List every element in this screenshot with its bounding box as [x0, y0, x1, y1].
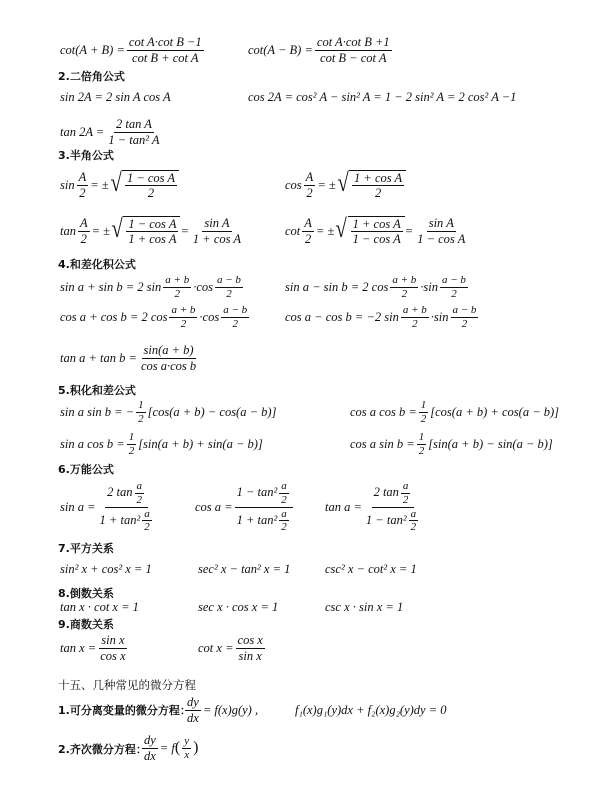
formula-cos-half — [285, 162, 406, 208]
radical-icon: √ — [337, 167, 349, 197]
p-sincos-one: 1 — [128, 430, 135, 443]
de2-eq: = f — [159, 740, 175, 755]
tan-half-angle — [78, 216, 90, 246]
formula-sin2a: sin 2A = 2 sin A cos A — [60, 89, 171, 104]
u-tan-den-two: 2 — [410, 521, 417, 534]
tan2a-fraction — [106, 117, 161, 147]
cot-half-sqrt — [334, 213, 404, 247]
right-paren-icon: ) — [193, 739, 199, 756]
tan-half-eq: = ± — [91, 223, 111, 238]
formula-p-cossin — [350, 424, 553, 464]
chapter-heading-differential-equations: 十五、几种常见的微分方程 — [58, 678, 196, 692]
formula-de1-alt: f₁(x)g₁(y)dx + f₂(x)g₂(y)dy = 0 — [295, 702, 447, 717]
p-coscos-lhs: cos a cos b = — [350, 404, 417, 419]
heading-separable: 1.可分离变量的微分方程： — [58, 704, 191, 717]
formula-p-sincos — [60, 424, 263, 464]
cot-sum-denominator: cot B + cot A — [132, 50, 199, 65]
heading-half-angle: 3.半角公式 — [58, 149, 114, 162]
cot-half-num2: sin A — [428, 216, 454, 231]
heading-product-to-sum: 5.积化和差公式 — [58, 384, 136, 397]
p-cossin-one: 1 — [418, 430, 425, 443]
p-coscos-half — [419, 399, 429, 425]
cot-diff-denominator: cot B − cot A — [320, 50, 387, 65]
tan-half-lhs: tan — [60, 223, 76, 238]
p-cossin-two: 2 — [418, 444, 425, 457]
de2-inner-num: y — [184, 734, 190, 747]
formula-row-separable — [0, 690, 600, 730]
de2-num: dy — [144, 733, 156, 748]
formula-sq3: csc² x − cot² x = 1 — [325, 561, 417, 576]
formula-de2 — [140, 728, 198, 768]
p-coscos-two: 2 — [420, 412, 427, 425]
sin-half-sqrt — [109, 167, 179, 201]
formula-row-universal — [0, 478, 600, 536]
sin-half-angle-num: A — [78, 170, 87, 185]
sum-cos-frac1 — [169, 304, 197, 330]
formula-row-sum-to-product-2 — [0, 297, 600, 337]
cot-diff-numerator: cot A·cot B +1 — [316, 35, 390, 50]
tan-half-angle-den: 2 — [80, 231, 87, 246]
heading-square-relations: 7.平方关系 — [58, 542, 114, 555]
radical-icon: √ — [111, 213, 123, 243]
cos-half-num: 1 + cos A — [354, 170, 403, 185]
cos-half-den: 2 — [374, 186, 382, 200]
formula-row-homogeneous — [0, 728, 600, 768]
cot-half-num: 1 + cos A — [352, 216, 401, 231]
diff-cos-f2-den: 2 — [461, 317, 468, 330]
sum-cos-mid: ·cos — [199, 309, 220, 324]
u-cos-num-pre: 1 − tan² — [236, 485, 278, 500]
formula-row-reciprocal — [0, 596, 600, 618]
formula-u-tan — [325, 478, 424, 536]
sum-tan-den: cos a·cos b — [140, 358, 197, 373]
de1-num: dy — [187, 695, 199, 710]
heading-reciprocal-relations: 8.倒数关系 — [58, 587, 114, 600]
formula-row-quotient — [0, 628, 600, 668]
p-coscos-one: 1 — [420, 398, 427, 411]
heading-sum-to-product: 4.和差化积公式 — [58, 258, 136, 271]
de2-inner-fraction — [182, 735, 191, 761]
p-sincos-body: [sin(a + b) + sin(a − b)] — [138, 436, 263, 451]
de1-rhs: = f(x)g(y) , — [202, 702, 259, 717]
formula-cot-half — [285, 208, 469, 254]
formula-diff-cos — [285, 297, 480, 337]
diff-sin-f2-num: a − b — [442, 273, 466, 286]
sin-half-lhs: sin — [60, 177, 75, 192]
diff-sin-f1-num: a + b — [392, 273, 417, 286]
cos-half-angle-num: A — [305, 170, 314, 185]
formula-row-half-tan-cot — [0, 208, 600, 254]
p-sinsin-body: [cos(a + b) − cos(a − b)] — [147, 404, 277, 419]
heading-homogeneous: 2.齐次微分方程： — [58, 743, 147, 756]
tan-half-num2: sin A — [204, 216, 230, 231]
u-cos-num-two: 2 — [281, 493, 287, 506]
cot-half-angle-den: 2 — [304, 231, 312, 246]
u-sin-den-a: a — [144, 507, 150, 520]
sum-tan-num: sin(a + b) — [143, 343, 194, 358]
u-tan-num-two: 2 — [402, 493, 409, 506]
u-cos-den-a: a — [281, 507, 287, 520]
formula-row-sum-tan — [0, 338, 600, 378]
cos-half-lhs: cos — [285, 177, 302, 192]
cot-half-den: 1 − cos A — [352, 232, 401, 246]
qt1-fraction — [98, 633, 127, 663]
diff-cos-f1-den: 2 — [412, 317, 418, 330]
cos-half-sqrt — [336, 167, 406, 201]
formula-tan2a — [60, 112, 164, 152]
sin-half-angle-den: 2 — [79, 185, 86, 200]
tan-half-den2: 1 + cos A — [192, 231, 242, 246]
diff-sin-lhs: sin a − sin b = 2 cos — [285, 279, 389, 294]
sum-cos-f2-num: a − b — [223, 303, 248, 316]
diff-cos-mid: ·sin — [430, 309, 449, 324]
u-cos-num-a: a — [281, 480, 287, 493]
diff-cos-f2-num: a − b — [452, 303, 477, 316]
p-cossin-half — [417, 431, 427, 457]
radical-icon: √ — [335, 213, 348, 243]
sum-sin-f2-num: a − b — [217, 273, 241, 286]
de1-den: dx — [187, 710, 199, 725]
u-tan-num-pre: 2 tan — [373, 485, 399, 500]
tan2a-numerator: 2 tan A — [115, 117, 152, 132]
sum-sin-f1-den: 2 — [174, 287, 180, 300]
qt2-fraction — [236, 633, 265, 663]
u-sin-lhs: sin a = — [60, 499, 96, 514]
formula-rc2: sec x · cos x = 1 — [198, 599, 279, 614]
cot-half-angle-num: A — [304, 216, 312, 231]
diff-sin-f2-den: 2 — [451, 287, 457, 300]
u-sin-fraction — [98, 480, 156, 534]
u-cos-fraction — [235, 480, 293, 534]
tan-half-fraction2 — [191, 216, 243, 246]
cot-half-den2: 1 − cos A — [417, 231, 466, 246]
formula-cos2a: cos 2A = cos² A − sin² A = 1 − 2 sin² A = 2 cos² A −1 — [248, 89, 517, 104]
cot-sum-fraction — [127, 35, 204, 65]
p-sincos-half — [127, 431, 137, 457]
tan-half-num: 1 − cos A — [128, 216, 177, 231]
formula-qt1 — [60, 628, 130, 668]
qt1-lhs: tan x = — [60, 640, 97, 655]
u-tan-den-pre: 1 − tan² — [365, 512, 407, 527]
p-cossin-body: [sin(a + b) − sin(a − b)] — [428, 436, 553, 451]
qt1-num: sin x — [101, 633, 125, 648]
diff-cos-f1-num: a + b — [402, 303, 427, 316]
p-sinsin-one: 1 — [138, 398, 144, 411]
u-cos-lhs: cos a = — [195, 499, 233, 514]
u-sin-num-pre: 2 tan — [107, 485, 133, 500]
sum-tan-lhs: tan a + tan b = — [60, 350, 137, 365]
diff-cos-frac2 — [451, 304, 479, 330]
formula-sin-half — [60, 162, 179, 208]
cos-half-angle — [304, 170, 316, 200]
formula-cot-sum — [60, 30, 206, 70]
cot-half-eq2: = — [404, 223, 414, 238]
sin-half-eq: = ± — [90, 177, 109, 192]
u-tan-fraction — [364, 480, 422, 534]
u-sin-den-two: 2 — [144, 521, 150, 534]
formula-sq1: sin² x + cos² x = 1 — [60, 561, 152, 576]
sum-sin-f1-num: a + b — [165, 273, 190, 286]
sin-half-angle — [77, 170, 89, 200]
formula-u-cos — [195, 478, 295, 536]
de2-den: dx — [144, 748, 156, 763]
diff-cos-frac1 — [401, 304, 429, 330]
tan-half-sqrt — [110, 213, 180, 247]
cot-sum-numerator: cot A·cot B −1 — [128, 35, 202, 50]
formula-row-half-sin-cos — [0, 162, 600, 208]
cot-half-eq: = ± — [315, 223, 335, 238]
heading-quotient-relations: 9.商数关系 — [58, 618, 114, 631]
heading-double-angle: 2.二倍角公式 — [58, 70, 125, 83]
tan2a-lhs: tan 2A = — [60, 124, 105, 139]
tan-half-eq2: = — [180, 223, 189, 238]
p-sincos-lhs: sin a cos b = — [60, 436, 125, 451]
tan-half-den: 1 + cos A — [128, 232, 177, 246]
de2-derivative — [142, 733, 158, 763]
p-coscos-body: [cos(a + b) + cos(a − b)] — [430, 404, 560, 419]
sin-half-den: 2 — [147, 186, 155, 200]
radical-icon: √ — [110, 167, 122, 197]
left-paren-icon: ( — [174, 739, 181, 756]
diff-cos-lhs: cos a − cos b = −2 sin — [285, 309, 399, 324]
u-sin-num-a: a — [136, 480, 143, 493]
de1-derivative — [185, 695, 201, 725]
formula-rc3: csc x · sin x = 1 — [325, 599, 404, 614]
p-sincos-two: 2 — [128, 444, 135, 457]
formula-row-double-angle — [0, 80, 600, 114]
sum-sin-lhs: sin a + sin b = 2 sin — [60, 279, 162, 294]
cos-half-angle-den: 2 — [306, 185, 313, 200]
sum-cos-frac2 — [221, 304, 249, 330]
formula-sum-cos — [60, 297, 251, 337]
formula-de1 — [183, 690, 258, 730]
formula-tan-half — [60, 208, 245, 254]
sum-cos-f2-den: 2 — [232, 317, 238, 330]
sum-tan-fraction — [139, 343, 198, 373]
u-tan-lhs: tan a = — [325, 499, 362, 514]
tan2a-denominator: 1 − tan² A — [108, 132, 160, 147]
p-sinsin-lhs: sin a sin b = − — [60, 404, 135, 419]
formula-row-tan2a — [0, 112, 600, 152]
tan-half-angle-num: A — [79, 216, 88, 231]
p-sinsin-half — [136, 399, 146, 425]
qt2-lhs: cot x = — [198, 640, 234, 655]
qt2-num: cos x — [237, 633, 263, 648]
p-cossin-lhs: cos a sin b = — [350, 436, 415, 451]
sum-cos-lhs: cos a + cos b = 2 cos — [60, 309, 168, 324]
formula-row-square — [0, 556, 600, 582]
sin-half-num: 1 − cos A — [126, 170, 176, 185]
cot-half-angle — [302, 216, 314, 246]
de2-inner-den: x — [184, 748, 190, 761]
u-tan-num-a: a — [402, 480, 409, 493]
formula-sum-tan — [60, 338, 200, 378]
cos-half-eq: = ± — [317, 177, 336, 192]
u-sin-den-pre: 1 + tan² — [99, 512, 141, 527]
sum-sin-f2-den: 2 — [226, 287, 232, 300]
sum-cos-f1-num: a + b — [171, 303, 196, 316]
cot-half-fraction2 — [415, 216, 467, 246]
u-cos-den-pre: 1 + tan² — [236, 512, 278, 527]
formula-cot-diff — [248, 30, 394, 70]
cot-diff-lhs: cot(A − B) = — [248, 42, 313, 57]
sum-cos-f1-den: 2 — [180, 317, 187, 330]
formula-u-sin — [60, 478, 158, 536]
cot-diff-fraction — [315, 35, 392, 65]
formula-row-product-to-sum-2 — [0, 424, 600, 464]
formula-row-cot-sum-diff — [0, 30, 600, 70]
cot-sum-lhs: cot(A + B) = — [60, 42, 125, 57]
sum-sin-mid: ·cos — [193, 279, 213, 294]
formula-rc1: tan x · cot x = 1 — [60, 599, 139, 614]
formula-qt2 — [198, 628, 267, 668]
qt1-den: cos x — [100, 648, 126, 663]
formula-sq2: sec² x − tan² x = 1 — [198, 561, 291, 576]
diff-sin-mid: ·sin — [420, 279, 438, 294]
cot-half-lhs: cot — [285, 223, 301, 238]
u-cos-den-two: 2 — [281, 521, 287, 534]
diff-sin-f1-den: 2 — [401, 287, 408, 300]
heading-universal: 6.万能公式 — [58, 463, 114, 476]
p-sinsin-two: 2 — [138, 412, 144, 425]
qt2-den: sin x — [238, 648, 262, 663]
u-tan-den-a: a — [410, 507, 417, 520]
u-sin-num-two: 2 — [136, 493, 143, 506]
